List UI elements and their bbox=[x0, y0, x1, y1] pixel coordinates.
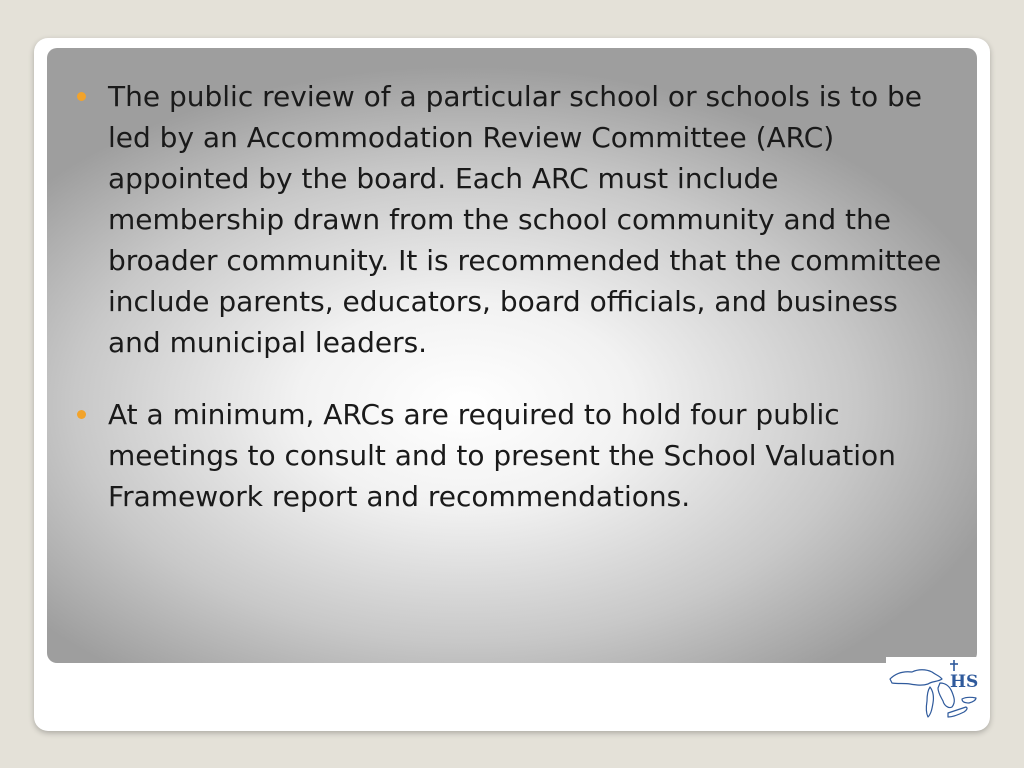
great-lakes-logo bbox=[886, 657, 980, 725]
bullet-list bbox=[77, 76, 947, 548]
bullet-item-1 bbox=[77, 76, 947, 363]
bullet-text-1: The public review of a particular school or schools is to be led by an Accommodation Review Committee (ARC) appointed by the board. Each ARC must include membership drawn from the school community and the broader community. It is recommended that the committee include parents, educators, board officials, and business and municipal leaders. bbox=[108, 80, 942, 359]
great-lakes-map-icon bbox=[886, 657, 980, 725]
bullet-dot-icon bbox=[77, 92, 86, 101]
slide bbox=[34, 38, 990, 731]
logo-letters: HS bbox=[950, 672, 979, 692]
content-panel bbox=[47, 48, 977, 663]
bullet-text-2: At a minimum, ARCs are required to hold four public meetings to consult and to present the School Valuation Framework report and recommendations. bbox=[108, 398, 896, 513]
bullet-dot-icon bbox=[77, 410, 86, 419]
bullet-item-2 bbox=[77, 394, 947, 517]
